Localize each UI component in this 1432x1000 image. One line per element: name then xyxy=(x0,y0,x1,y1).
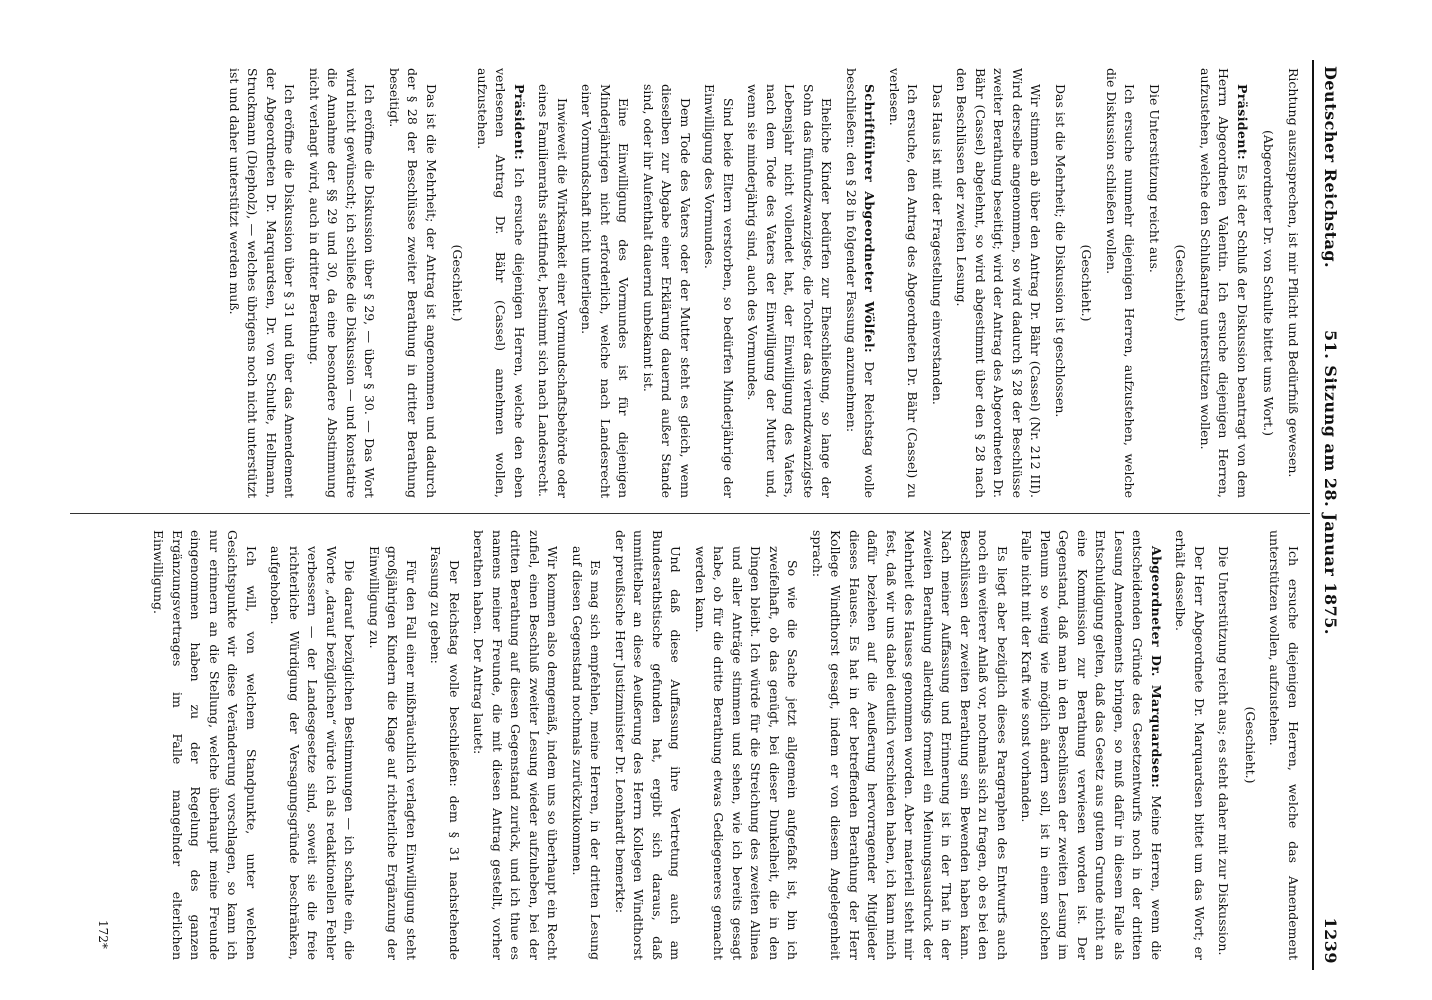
stage-direction: (Geschieht.) xyxy=(1173,244,1189,322)
quoted-text: Sind beide Eltern verstorben, so bedürfen Minderjährige der Einwilligung des Vormundes. xyxy=(702,84,736,498)
stage-direction: (Abgeordneter Dr. von Schulte bittet ums Wort.) xyxy=(1261,130,1277,436)
speech-paragraph xyxy=(473,68,529,498)
paragraph: Das Haus ist mit der Fragestellung einverstanden. xyxy=(930,84,945,405)
speech-text: Der Reichstag wolle beschließen: den § 28 in folgender Fassung anzunehmen: xyxy=(844,68,878,498)
quoted-text: Dem Tode des Vaters oder der Mutter steht es gleich, wenn dieselben zur Abgabe einer Erklärung dauernd außer Stande sind, oder ihr Aufenthalt dauernd unbekannt ist. xyxy=(641,84,693,498)
quoted-text: Für den Fall einer mißbräuchlich verlagten Einwilligung steht großjährigen Kindern die Klage auf richterliche Ergänzung der Einwilligung zu. xyxy=(367,546,419,960)
paragraph: Ich ersuche nunmehr diejenigen Herren, aufzustehen, welche die Diskussion schließen wollen. xyxy=(1104,68,1138,498)
paragraph: Es liegt aber bezüglich dieses Paragraphen des Entwurfs auch noch ein weiterer Anlaß vor, nochmals sich zu fragen, ob es bei den Beschlüssen der zweiten Berathung sein Bewenden haben kann. Nach meiner Auffassung und Erinnerung ist in der That in der zweiten Berathung allerdings formell ein Meinungsausdruck der Mehrheit des Hauses genommen worden. Aber materiell steht mir fest, daß wir uns dabei deutlich verschieden haben, ich kann mich dafür beziehen auf die Aeußerung hervorragender Mitglieder dieses Hauses. Es hat in der betreffenden Berathung der Herr Kollege Windthorst gesagt, indem er von diesem Angelegenheit sprach: xyxy=(810,530,1010,960)
left-column xyxy=(219,68,1303,498)
quoted-text: Es mag sich empfehlen, meine Herren, in der dritten Lesung auf diesen Gegenstand nochmals zurückzukommen. xyxy=(570,546,604,960)
speaker-name: Abgeordneter Dr. Marquardsen: xyxy=(1149,546,1164,789)
quoted-text: Eheliche Kinder bedürfen zur Eheschließung, so lange der Sohn das fünfundzwanzigste, die Tochter das vierundzwanzigste Lebensjahr nicht vollendet hat, der Einwilligung des Vaters, nach dem Tode des Vaters der Einwilligung der Mutter und, wenn sie minderjährig sind, auch des Vormundes. xyxy=(745,84,835,498)
quoted-text: So wie die Sache jetzt allgemein aufgefaßt ist, bin ich zweifelhaft, ob das genügt, bei dieser Dunkelheit, die in den Dingen bleibt. Ich würde für die Streichung des zweiten Alinea und aller Anträge stimmen und sehen, wie ich bereits gesagt habe, ob für die dritte Berathung etwas Gediegeneres gemacht werden kann. xyxy=(693,546,801,960)
header-page-number: 1239 xyxy=(1321,917,1340,964)
speech-text: Ich ersuche diejenigen Herren, welche den eben verlesenen Antrag Dr. Bähr (Cassel) annehmen wollen, aufzustehen. xyxy=(475,68,527,498)
stage-direction: (Geschieht.) xyxy=(1243,706,1258,784)
speech-text: Es ist der Schluß der Diskussion beantragt von dem Herrn Abgeordneten Valentin. Ich ersuche diejenigen Herren, aufzustehen, welche den Schlußantrag unterstützen wollen. xyxy=(1198,68,1250,498)
paragraph: Ich eröffne die Diskussion über § 29, — über § 30. — Das Wort wird nicht gewünscht; ich schließe die Diskussion — und konstatire die Annahme der §§ 29 und 30, da eine besondere Abstimmung nicht verlangt wird, auch in dritter Berathung. xyxy=(307,68,378,499)
speech-paragraph xyxy=(1196,68,1252,498)
paragraph: Ich will, von welchem Standpunkte, unter welchen Gesichtspunkte wir diese Veränderung vorschlagen, so kann ich nur erinnern an die Stellung, welche überhaupt meine Freunde eingenommen haben zu der Regelung des ganzen Ergänzungsvertrages im Falle mangelnder elterlichen Einwilligung. xyxy=(151,530,259,960)
page-header xyxy=(1316,60,1350,970)
paragraph: Und daß diese Auffassung ihre Vertretung auch am Bundesrathstische gefunden hat, ergibt sich daraus, daß unmittelbar an diese Aeußerung des Herrn Kollegen Windthorst der preußische Herr Justizminister Dr. Leonhardt bemerkte: xyxy=(613,530,684,960)
speech-paragraph xyxy=(1017,530,1165,960)
signature-mark: 172* xyxy=(96,920,110,949)
quoted-text: Inwieweit die Wirksamkeit einer Vormundschaftsbehörde oder eines Familienraths stattfindet, bestimmt sich nach Landesrecht. xyxy=(536,84,570,498)
column-divider xyxy=(70,513,1310,514)
quoted-text: Der Reichstag wolle beschließen: dem § 31 nachstehende Fassung zu geben: xyxy=(428,546,462,960)
paragraph: Richtung auszusprechen, ist mir Pflicht und Bedürfniß gewesen. xyxy=(1286,68,1301,478)
paragraph: Das ist die Mehrheit; die Diskussion ist geschlossen. xyxy=(1053,84,1068,418)
right-column xyxy=(143,530,1302,960)
header-session: 51. Sitzung am 28. Januar 1875. xyxy=(1321,330,1340,635)
quoted-text: Eine Einwilligung des Vormundes ist für diejenigen Minderjährigen nicht erforderlich, welche nach Landesrecht einer Vormundschaft nicht unterliegen. xyxy=(579,84,632,498)
paragraph: Wir kommen also demgemäß, indem uns so überhaupt ein Recht zufiel, einen Beschluß zweiter Lesung wieder aufzuheben, bei der dritten Berathung auf diesen Gegenstand zurück, und ich thue es namens meiner Freunde, die mit diesen Antrag gestellt, vorher berathen haben. Der Antrag lautet: xyxy=(471,530,561,960)
stage-direction: (Geschieht.) xyxy=(450,244,466,322)
paragraph: Ich eröffne die Diskussion über § 31 und über das Amendement der Abgeordneten Dr. Marquardsen, Dr. von Schulte, Hellmann, Struckmann (Diepholz), — welches übrigens noch nicht unterstützt ist und daher unterstützt werden muß. xyxy=(227,68,298,498)
paragraph: Das ist die Mehrheit; der Antrag ist angenommen und dadurch der § 28 der Beschlüsse zweiter Berathung in dritter Berathung beseitigt. xyxy=(387,68,439,498)
page-content xyxy=(50,60,1350,970)
paragraph: Wir stimmen ab über den Antrag Dr. Bähr (Cassel) (Nr. 212 III). Wird derselbe angenommen, so wird dadurch § 28 der Beschlüsse zweiter Berathung beseitigt; wird der Antrag des Abgeordneten Dr. Bähr (Cassel) abgelehnt, so wird abgestimmt über den § 28 nach den Beschlüssen der zweiten Lesung. xyxy=(954,68,1044,498)
stage-direction: (Geschieht.) xyxy=(1079,244,1095,322)
header-rule xyxy=(1312,60,1314,970)
speech-text: Meine Herren, wenn die entscheidenden Gründe des Gesetzentwurfs noch in der dritten Lesung Amendements bringen, so muß dafür in diesem Falle als Entschuldigung gelten, daß das Gesetz aus gutem Grunde nicht an eine Kommission zur Berathung verwiesen worden ist. Der Gegenstand, daß man in den Beschlüssen der zweiten Lesung im Plenum so wenig wie möglich ändern soll, ist in einem solchen Falle nicht mit der Kraft wie sonst vorhanden. xyxy=(1019,530,1164,960)
quoted-text: Die darauf bezüglichen Bestimmungen — ich schalte ein, die Worte „darauf bezüglichen“ würde ich als redaktionellen Fehler verbessern — der Landesgesetze sind, soweit sie die freie richterliche Würdigung der Versagungsgründe beschränken, aufgehoben. xyxy=(268,546,358,960)
paragraph: Ich ersuche, den Antrag des Abgeordneten Dr. Bähr (Cassel) zu verlesen. xyxy=(887,68,921,498)
paragraph: Ich ersuche diejenigen Herren, welche das Amendement unterstützen wollen, aufzustehen. xyxy=(1267,530,1301,960)
speaker-name: Präsident: xyxy=(512,84,527,161)
paragraph: Die Unterstützung reicht aus; es steht daher mit zur Diskussion. xyxy=(1216,546,1232,956)
paragraph: Die Unterstützung reicht aus. xyxy=(1147,84,1162,273)
speech-paragraph xyxy=(842,68,879,498)
header-publication: Deutscher Reichstag. xyxy=(1321,66,1340,269)
speaker-name: Präsident: xyxy=(1235,84,1250,161)
speaker-name: Schriftführer Abgeordneter Wölfel: xyxy=(862,84,878,354)
paragraph: Der Herr Abgeordnete Dr. Marquardsen bittet um das Wort; er erhält dasselbe. xyxy=(1173,530,1207,960)
